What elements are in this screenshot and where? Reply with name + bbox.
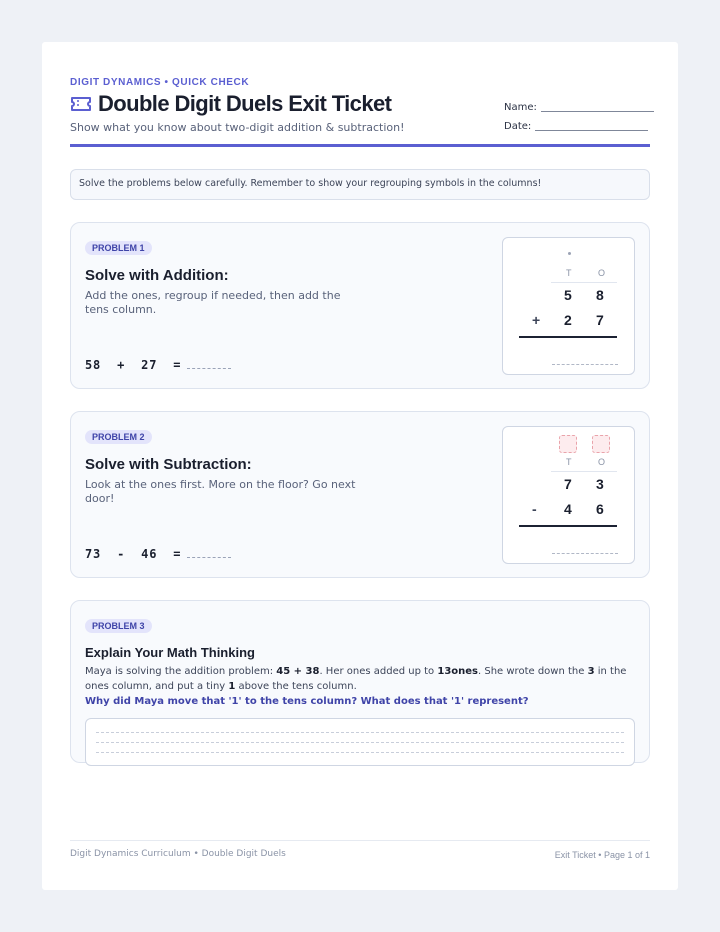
answer-blank[interactable] (187, 548, 231, 558)
bottom-tens-digit: 2 (564, 312, 572, 328)
operator-sign: + (532, 312, 541, 328)
page-subtitle: Show what you know about two-digit addition & subtraction! (70, 121, 405, 134)
instructions-box: Solve the problems below carefully. Remember to show your regrouping symbols in the columns! (70, 169, 650, 200)
bottom-ones-digit: 7 (596, 312, 604, 328)
date-label: Date: (504, 121, 532, 132)
writing-line (96, 752, 624, 753)
problem-badge: PROBLEM 3 (85, 619, 152, 633)
name-field[interactable] (504, 102, 654, 113)
tens-header: T (566, 457, 572, 467)
name-label: Name: (504, 102, 537, 113)
column-answer-blank[interactable] (552, 364, 618, 365)
top-tens-digit: 7 (564, 476, 572, 492)
problem-title: Explain Your Math Thinking (85, 645, 255, 660)
problem-title: Solve with Subtraction: (85, 456, 252, 473)
ticket-icon (70, 95, 92, 113)
top-ones-digit: 8 (596, 287, 604, 303)
equation (85, 547, 231, 561)
header-line (551, 282, 617, 283)
bottom-tens-digit: 4 (564, 501, 572, 517)
writing-line (96, 742, 624, 743)
top-tens-digit: 5 (564, 287, 572, 303)
problem-title: Solve with Addition: (85, 267, 229, 284)
problem-story: Maya is solving the addition problem: 45 + 38. Her ones added up to 13ones. She wrote down the 3 in the ones column, and put a tiny 1 above the tens column. (85, 666, 627, 692)
problem-description: Look at the ones first. More on the floor? Go next door! (85, 478, 356, 505)
equation-text: 73 - 46 = (85, 547, 182, 561)
header-line (551, 471, 617, 472)
column-workspace (502, 426, 635, 564)
ones-header: O (598, 457, 606, 467)
problem-badge: PROBLEM 2 (85, 430, 152, 444)
header-divider (70, 144, 650, 147)
problem-card-3 (70, 600, 650, 763)
equation (85, 358, 231, 372)
answer-blank[interactable] (187, 359, 231, 369)
worksheet-page (42, 42, 678, 890)
title-row (70, 91, 391, 117)
column-answer-blank[interactable] (552, 553, 618, 554)
bottom-ones-digit: 6 (596, 501, 604, 517)
page-title: Double Digit Duels Exit Ticket (98, 91, 392, 116)
sum-line (519, 336, 617, 338)
footer-left: Digit Dynamics Curriculum • Double Digit Duels (70, 849, 286, 859)
date-line[interactable] (535, 130, 648, 131)
tens-header: T (566, 268, 572, 278)
problem-card-2 (70, 411, 650, 578)
problem-badge: PROBLEM 1 (85, 241, 152, 255)
writing-line (96, 732, 624, 733)
column-workspace (502, 237, 635, 375)
problem-question: Why did Maya move that '1' to the tens column? What does that '1' represent? (85, 696, 529, 707)
ones-header: O (598, 268, 606, 278)
regroup-box-tens[interactable] (559, 435, 577, 453)
equation-text: 58 + 27 = (85, 358, 182, 372)
problem-card-1 (70, 222, 650, 389)
top-ones-digit: 3 (596, 476, 604, 492)
page-footer (70, 840, 650, 860)
footer-right: Exit Ticket • Page 1 of 1 (554, 850, 650, 860)
difference-line (519, 525, 617, 527)
kicker-label: DIGIT DYNAMICS • QUICK CHECK (70, 77, 250, 88)
written-answer-area[interactable] (85, 718, 635, 766)
date-field[interactable] (504, 121, 648, 132)
regroup-box-ones[interactable] (592, 435, 610, 453)
carry-marker (568, 252, 571, 255)
problem-description: Add the ones, regroup if needed, then add the tens column. (85, 289, 341, 316)
operator-sign: - (532, 501, 537, 517)
name-line[interactable] (541, 111, 654, 112)
